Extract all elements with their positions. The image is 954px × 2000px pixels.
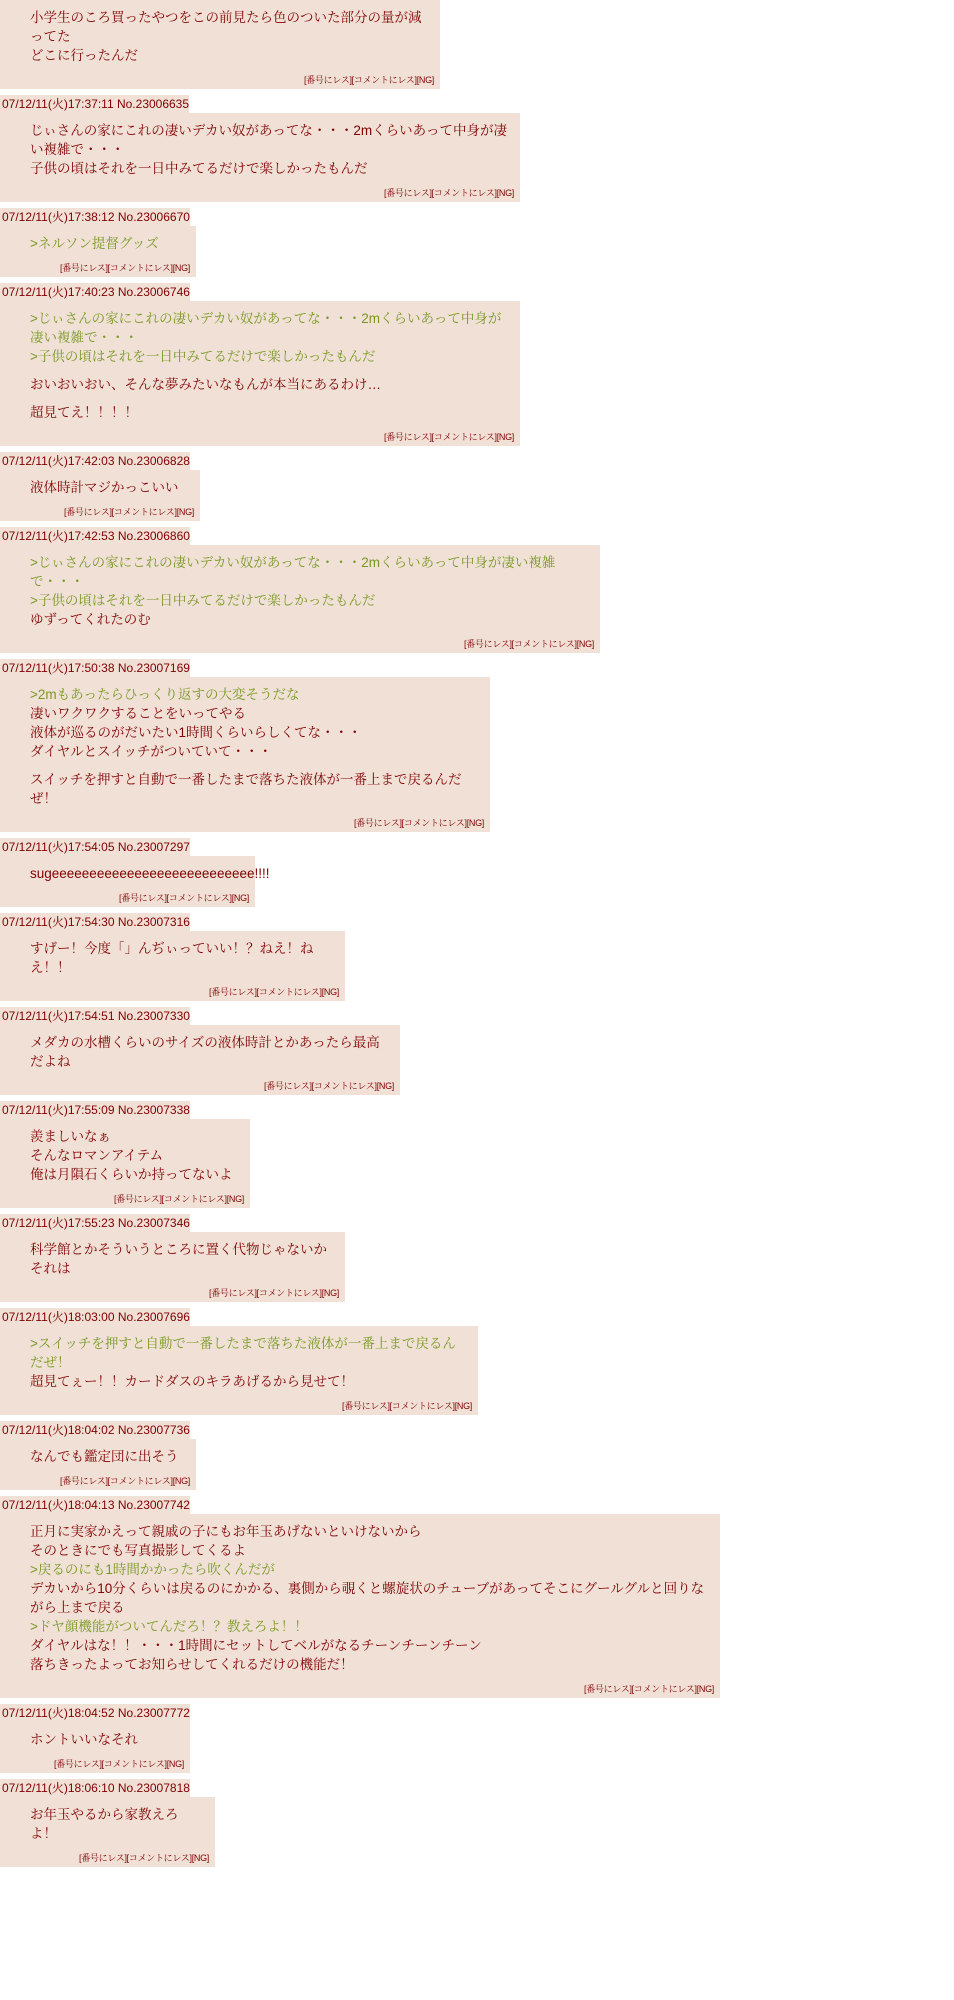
post-body-row bbox=[0, 1797, 954, 1847]
post-header-row bbox=[0, 1421, 954, 1439]
post-body bbox=[0, 0, 440, 69]
post-timestamp-id: 07/12/11(火)17:55:09 No.23007338 bbox=[2, 1103, 190, 1117]
post-body bbox=[0, 1439, 196, 1470]
post-footer bbox=[0, 1678, 720, 1698]
post-body bbox=[0, 1514, 720, 1678]
post-footer bbox=[0, 257, 196, 277]
post-text-line bbox=[30, 366, 510, 375]
post-separator bbox=[0, 1867, 954, 1873]
post-footer bbox=[0, 633, 600, 653]
post-header-row bbox=[0, 913, 954, 931]
post-text-line: どこに行ったんだ bbox=[30, 48, 138, 63]
post-text-line: 液体時計マジかっこいい bbox=[30, 480, 179, 495]
post-text-line: デカいから10分くらいは戻るのにかかる、裏側から覗くと螺旋状のチューブがあってそこにグールグルと回りながら上まで戻る bbox=[30, 1581, 705, 1615]
post-footer bbox=[0, 69, 440, 89]
post bbox=[0, 283, 954, 446]
post bbox=[0, 208, 954, 277]
post bbox=[0, 1101, 954, 1208]
reply-links[interactable]: [番号にレス][コメントにレス][NG] bbox=[354, 818, 484, 828]
post-body-row bbox=[0, 1722, 954, 1753]
post-body bbox=[0, 677, 490, 812]
post-body bbox=[0, 1797, 215, 1847]
post-quote-line: >ドヤ顔機能がついてんだろ！？教えろよ！！ bbox=[30, 1619, 308, 1634]
post-footer bbox=[0, 426, 520, 446]
reply-links[interactable]: [番号にレス][コメントにレス][NG] bbox=[384, 188, 514, 198]
post-body-row bbox=[0, 1025, 954, 1075]
reply-links[interactable]: [番号にレス][コメントにレス][NG] bbox=[114, 1194, 244, 1204]
post-footer bbox=[0, 1753, 190, 1773]
reply-links[interactable]: [番号にレス][コメントにレス][NG] bbox=[209, 1288, 339, 1298]
post-body bbox=[0, 1326, 478, 1395]
reply-links[interactable]: [番号にレス][コメントにレス][NG] bbox=[60, 1476, 190, 1486]
post-body bbox=[0, 301, 520, 426]
post-timestamp-id: 07/12/11(火)18:04:52 No.23007772 bbox=[2, 1706, 190, 1720]
post-timestamp-id: 07/12/11(火)17:40:23 No.23006746 bbox=[2, 285, 190, 299]
reply-links[interactable]: [番号にレス][コメントにレス][NG] bbox=[79, 1853, 209, 1863]
post-body-row bbox=[0, 1119, 954, 1188]
post-header-row bbox=[0, 283, 954, 301]
post-timestamp-id: 07/12/11(火)17:42:03 No.23006828 bbox=[2, 454, 190, 468]
post-body bbox=[0, 856, 270, 887]
post-timestamp-id: 07/12/11(火)17:42:53 No.23006860 bbox=[2, 529, 190, 543]
post-body-row bbox=[0, 113, 954, 182]
post-footer bbox=[0, 1188, 250, 1208]
post-timestamp-id: 07/12/11(火)18:03:00 No.23007696 bbox=[2, 1310, 190, 1324]
post-header-row bbox=[0, 838, 954, 856]
reply-links[interactable]: [番号にレス][コメントにレス][NG] bbox=[464, 639, 594, 649]
post-timestamp-id: 07/12/11(火)18:04:02 No.23007736 bbox=[2, 1423, 190, 1437]
post bbox=[0, 659, 954, 832]
post-body-row bbox=[0, 470, 954, 501]
post-text-line: おいおいおい、そんな夢みたいなもんが本当にあるわけ… bbox=[30, 377, 381, 392]
post-body bbox=[0, 1232, 345, 1282]
post-header-row bbox=[0, 1007, 954, 1025]
post-body bbox=[0, 545, 600, 633]
post-quote-line: >子供の頃はそれを一日中みてるだけで楽しかったもんだ bbox=[30, 593, 376, 608]
post-timestamp-id: 07/12/11(火)17:55:23 No.23007346 bbox=[2, 1216, 190, 1230]
post-text-line: そのときにでも写真撮影してくるよ bbox=[30, 1543, 246, 1558]
post-header-row bbox=[0, 1214, 954, 1232]
post-body-row bbox=[0, 1439, 954, 1470]
post-text-line: 羨ましいなぁ bbox=[30, 1129, 111, 1144]
post-text-line: じぃさんの家にこれの凄いデカい奴があってな・・・2mくらいあって中身が凄い複雑で・・・ bbox=[30, 123, 507, 157]
post-body-row bbox=[0, 1326, 954, 1395]
post-body bbox=[0, 1119, 250, 1188]
post-quote-line: >スイッチを押すと自動で一番したまで落ちた液体が一番上まで戻るんだぜ！ bbox=[30, 1336, 456, 1370]
post bbox=[0, 95, 954, 202]
post-header-row bbox=[0, 1308, 954, 1326]
reply-links[interactable]: [番号にレス][コメントにレス][NG] bbox=[54, 1759, 184, 1769]
post-body bbox=[0, 1025, 400, 1075]
reply-links[interactable]: [番号にレス][コメントにレス][NG] bbox=[60, 263, 190, 273]
post-header-row bbox=[0, 95, 954, 113]
post bbox=[0, 1007, 954, 1095]
reply-links[interactable]: [番号にレス][コメントにレス][NG] bbox=[64, 507, 194, 517]
post-footer bbox=[0, 1470, 196, 1490]
reply-links[interactable]: [番号にレス][コメントにレス][NG] bbox=[119, 893, 249, 903]
post-timestamp-id: 07/12/11(火)18:06:10 No.23007818 bbox=[2, 1781, 190, 1795]
post bbox=[0, 527, 954, 653]
post-quote-line: >ネルソン提督グッズ bbox=[30, 236, 159, 251]
post bbox=[0, 1779, 954, 1867]
post-text-line: 超見てえ！！！！ bbox=[30, 405, 138, 420]
post-text-line: sugeeeeeeeeeeeeeeeeeeeeeeeeeee!!!! bbox=[30, 866, 270, 881]
post-header-row bbox=[0, 1704, 954, 1722]
post-text-line: ダイヤルとスイッチがついていて・・・ bbox=[30, 744, 273, 759]
post-text-line: そんなロマンアイテム bbox=[30, 1148, 164, 1163]
post-body-row bbox=[0, 545, 954, 633]
post-body-row bbox=[0, 1514, 954, 1678]
reply-links[interactable]: [番号にレス][コメントにレス][NG] bbox=[264, 1081, 394, 1091]
post-body-row bbox=[0, 931, 954, 981]
reply-links[interactable]: [番号にレス][コメントにレス][NG] bbox=[584, 1684, 714, 1694]
post-footer bbox=[0, 812, 490, 832]
post-quote-line: >じぃさんの家にこれの凄いデカい奴があってな・・・2mくらいあって中身が凄い複雑で・・・ bbox=[30, 311, 502, 345]
post-body-row bbox=[0, 226, 954, 257]
post-footer bbox=[0, 1282, 345, 1302]
post-text-line: なんでも鑑定団に出そう bbox=[30, 1449, 179, 1464]
reply-links[interactable]: [番号にレス][コメントにレス][NG] bbox=[304, 75, 434, 85]
post-header-row bbox=[0, 1496, 954, 1514]
reply-links[interactable]: [番号にレス][コメントにレス][NG] bbox=[342, 1401, 472, 1411]
post-header-row bbox=[0, 1101, 954, 1119]
post-body bbox=[0, 113, 520, 182]
post-text-line: メダカの水槽くらいのサイズの液体時計とかあったら最高だよね bbox=[30, 1035, 380, 1069]
post-quote-line: >じぃさんの家にこれの凄いデカい奴があってな・・・2mくらいあって中身が凄い複雑で・・・ bbox=[30, 555, 556, 589]
post-footer bbox=[0, 1847, 215, 1867]
post-text-line: 落ちきったよってお知らせしてくれるだけの機能だ！ bbox=[30, 1657, 354, 1672]
post-timestamp-id: 07/12/11(火)17:50:38 No.23007169 bbox=[2, 661, 190, 675]
post-text-line bbox=[30, 761, 480, 770]
post-timestamp-id: 07/12/11(火)18:04:13 No.23007742 bbox=[2, 1498, 190, 1512]
post bbox=[0, 913, 954, 1001]
post-text-line: 超見てぇー！！カードダスのキラあげるから見せて！ bbox=[30, 1374, 354, 1389]
post-text-line: 正月に実家かえって親戚の子にもお年玉あげないといけないから bbox=[30, 1524, 422, 1539]
post-body bbox=[0, 1722, 190, 1753]
post-text-line: 小学生のころ買ったやつをこの前見たら色のついた部分の量が減ってた bbox=[30, 10, 422, 44]
post-header-row bbox=[0, 1779, 954, 1797]
post-timestamp-id: 07/12/11(火)17:54:05 No.23007297 bbox=[2, 840, 190, 854]
post-text-line: ホントいいなそれ bbox=[30, 1732, 138, 1747]
post bbox=[0, 1496, 954, 1698]
post-quote-line: >子供の頃はそれを一日中みてるだけで楽しかったもんだ bbox=[30, 349, 376, 364]
post-header-row bbox=[0, 208, 954, 226]
post-header-row bbox=[0, 527, 954, 545]
post-footer bbox=[0, 1395, 478, 1415]
post-text-line: お年玉やるから家教えろよ！ bbox=[30, 1807, 179, 1841]
post-text-line: 凄いワクワクすることをいってやる bbox=[30, 706, 246, 721]
post-footer bbox=[0, 182, 520, 202]
post-text-line: ゆずってくれたのむ bbox=[30, 612, 151, 627]
post-timestamp-id: 07/12/11(火)17:54:51 No.23007330 bbox=[2, 1009, 190, 1023]
post-text-line: 科学館とかそういうところに置く代物じゃないかそれは bbox=[30, 1242, 327, 1276]
post-text-line: スイッチを押すと自動で一番したまで落ちた液体が一番上まで戻るんだぜ！ bbox=[30, 772, 462, 806]
post bbox=[0, 0, 954, 89]
post-footer bbox=[0, 1075, 400, 1095]
post bbox=[0, 1421, 954, 1490]
reply-links[interactable]: [番号にレス][コメントにレス][NG] bbox=[209, 987, 339, 997]
post bbox=[0, 1704, 954, 1773]
post-text-line bbox=[30, 394, 510, 403]
post-timestamp-id: 07/12/11(火)17:54:30 No.23007316 bbox=[2, 915, 190, 929]
post-header-row bbox=[0, 452, 954, 470]
post-body-row bbox=[0, 677, 954, 812]
post-body bbox=[0, 226, 196, 257]
reply-links[interactable]: [番号にレス][コメントにレス][NG] bbox=[384, 432, 514, 442]
post bbox=[0, 838, 954, 907]
post-timestamp-id: 07/12/11(火)17:38:12 No.23006670 bbox=[2, 210, 190, 224]
post-text-line: 子供の頃はそれを一日中みてるだけで楽しかったもんだ bbox=[30, 161, 368, 176]
post-timestamp-id: 07/12/11(火)17:37:11 No.23006635 bbox=[2, 97, 190, 111]
post bbox=[0, 1308, 954, 1415]
post-body bbox=[0, 931, 345, 981]
post-body-row bbox=[0, 0, 954, 69]
post-footer bbox=[0, 887, 255, 907]
post bbox=[0, 1214, 954, 1302]
post-body-row bbox=[0, 856, 954, 887]
post-text-line: ダイヤルはな！！・・・1時間にセットしてベルがなるチーンチーンチーン bbox=[30, 1638, 482, 1653]
post-text-line: すげー！今度「」んぢぃっていい！？ねえ！ねえ！！ bbox=[30, 941, 314, 975]
post-text-line: 液体が巡るのがだいたい1時間くらいらしくてな・・・ bbox=[30, 725, 362, 740]
post-body-row bbox=[0, 301, 954, 426]
post-body bbox=[0, 470, 200, 501]
post-footer bbox=[0, 501, 200, 521]
post-footer bbox=[0, 981, 345, 1001]
post-quote-line: >戻るのにも1時間かかったら吹くんだが bbox=[30, 1562, 275, 1577]
post bbox=[0, 452, 954, 521]
post-quote-line: >2mもあったらひっくり返すの大変そうだな bbox=[30, 687, 300, 702]
post-body-row bbox=[0, 1232, 954, 1282]
post-header-row bbox=[0, 659, 954, 677]
post-text-line: 俺は月隕石くらいか持ってないよ bbox=[30, 1167, 233, 1182]
